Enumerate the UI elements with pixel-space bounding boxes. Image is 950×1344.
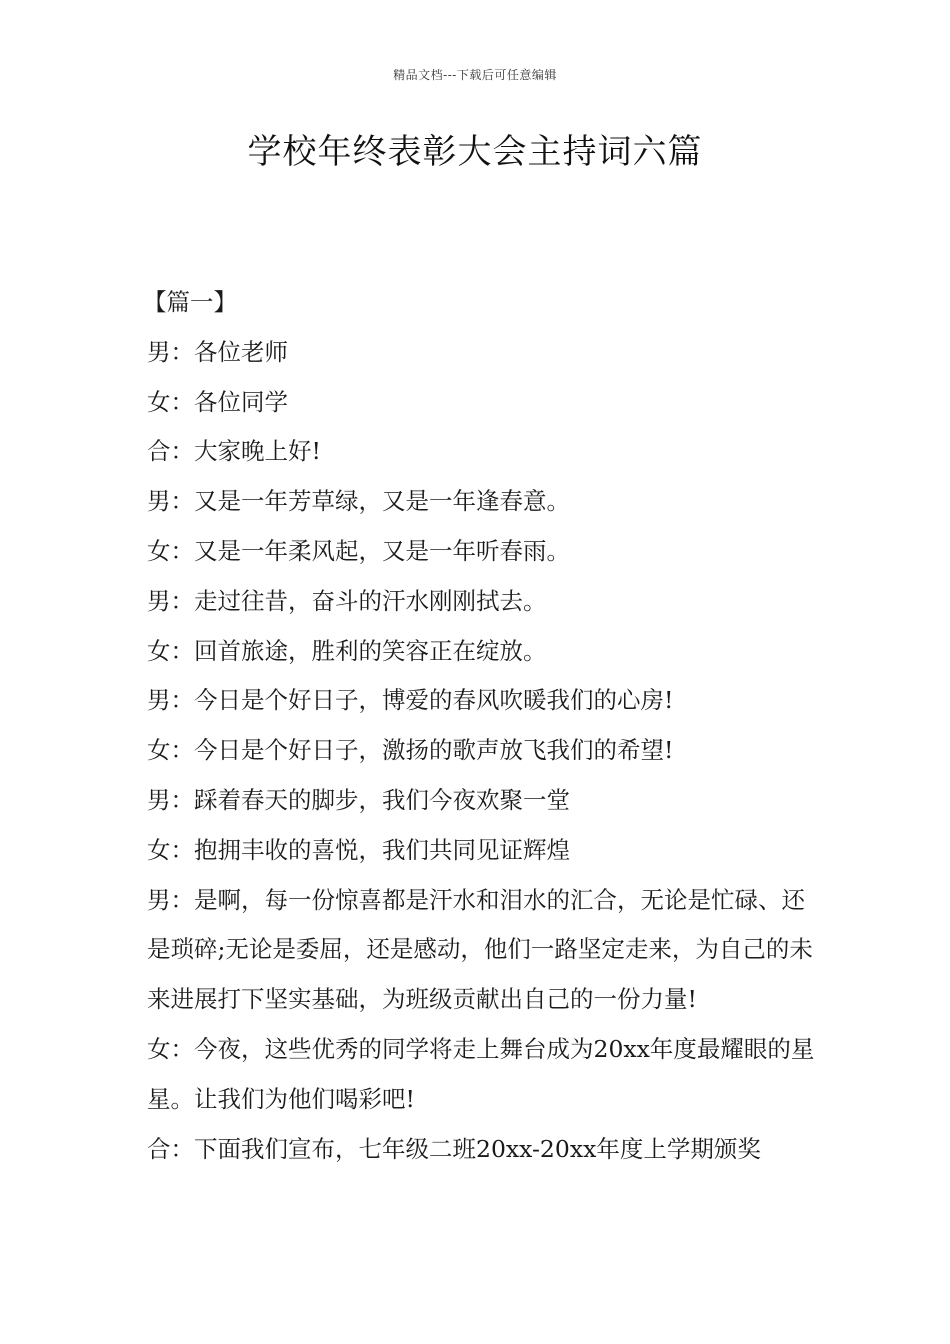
paragraph: 男：踩着春天的脚步，我们今夜欢聚一堂 xyxy=(147,785,570,814)
paragraph: 女：今日是个好日子，激扬的歌声放飞我们的希望! xyxy=(147,736,674,765)
section-label: 【篇一】 xyxy=(143,288,237,316)
header-note: 精品文档---下载后可任意编辑 xyxy=(393,68,557,82)
paragraph: 男：是啊，每一份惊喜都是汗水和泪水的汇合，无论是忙碌、还是琐碎;无论是委屈，还是感动，他们一路坚定走来，为自己的未来进展打下坚实基础，为班级贡献出自己的一份力量! xyxy=(147,885,813,1014)
paragraph: 男：各位老师 xyxy=(147,337,288,366)
document-body xyxy=(143,278,817,1174)
paragraph: 合：下面我们宣布，七年级二班20xx-20xx年度上学期颁奖 xyxy=(147,1134,761,1163)
document-title: 学校年终表彰大会主持词六篇 xyxy=(247,132,703,172)
paragraph: 女：回首旅途，胜利的笑容正在绽放。 xyxy=(147,636,547,665)
paragraph: 女：今夜，这些优秀的同学将走上舞台成为20xx年度最耀眼的星星。让我们为他们喝彩吧! xyxy=(147,1034,815,1113)
paragraph: 女：各位同学 xyxy=(147,387,288,416)
paragraph: 男：今日是个好日子，博爱的春风吹暖我们的心房! xyxy=(147,686,674,715)
paragraph: 女：又是一年柔风起，又是一年听春雨。 xyxy=(147,536,570,565)
paragraph: 男：走过往昔，奋斗的汗水刚刚拭去。 xyxy=(147,586,547,615)
paragraph: 女：抱拥丰收的喜悦，我们共同见证辉煌 xyxy=(147,835,570,864)
paragraph: 合：大家晚上好! xyxy=(147,437,321,466)
paragraph: 男：又是一年芳草绿，又是一年逢春意。 xyxy=(147,487,570,516)
